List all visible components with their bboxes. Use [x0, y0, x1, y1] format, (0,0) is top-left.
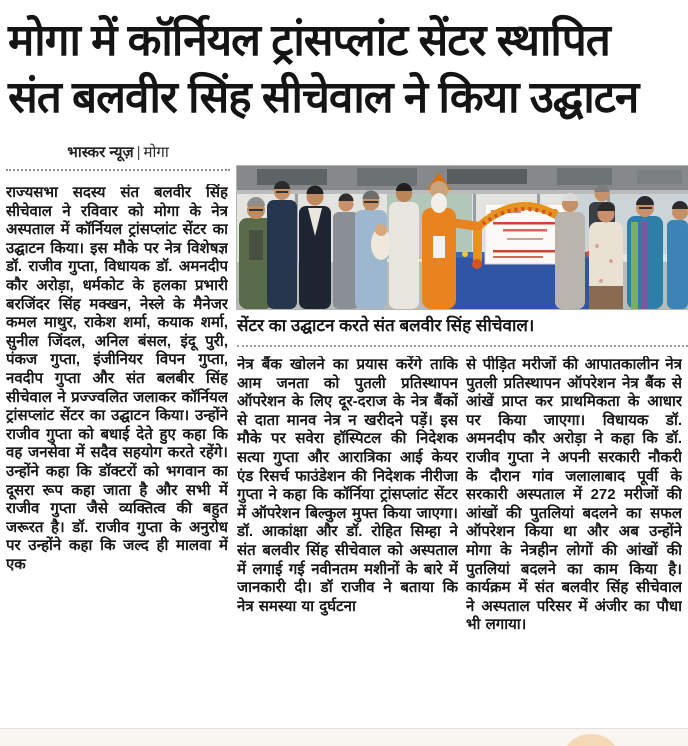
- ceiling: [237, 166, 688, 194]
- byline-location: मोगा: [143, 144, 169, 161]
- headline-line-1: मोगा में कॉर्नियल ट्रांसप्लांट सेंटर स्थापित: [8, 16, 610, 65]
- byline-separator: |: [136, 144, 141, 161]
- photo-illustration: [237, 166, 688, 309]
- article-column-1: राज्यसभा सदस्य संत बलवीर सिंह सीचेवाल ने रविवार को मोगा के नेत्र अस्पताल में कॉर्नियल ट्रांसप्लांट सेंटर का उद्घाटन किया। इस मौके पर नेत्र विशेषज्ञ डॉ. राजीव गुप्ता, विधायक डॉ. अमनदीप कौर अरोड़ा, धर्मकोट के हलका प्रभारी बरजिंदर सिंह मक्खन, नेस्ले के मैनेजर कमल माथुर, राकेश शर्मा, कयाक शर्मा, सुनील जिंदल, अनिल बंसल, इंदू पुरी, पंकज गुप्ता, इंजीनियर विपन गुप्ता, नवदीप गुप्ता और संत बलबीर सिंह सीचेवाल ने प्रज्ज्वलित जलाकर कॉर्नियल ट्रांसप्लांट सेंटर का उद्घाटन किया। उन्होंने राजीव गुप्ता को बधाई देते हुए कहा कि वह जनसेवा में सदैव सहयोग करते रहेंगे। उन्होंने कहा कि डॉक्टरों को भगवान का दूसरा रूप कहा जाता है और सभी में राजीव गुप्ता जैसे व्यक्तित्व की बहुत जरूरत है। डॉ. राजीव गुप्ता के अनुरोध पर उन्होंने कहा कि जल्द ही मालवा में एक: [6, 184, 228, 573]
- article-headline: [8, 12, 684, 126]
- white-beard: [431, 193, 447, 213]
- inauguration-photo: [237, 166, 688, 309]
- article-column-3: से पीड़ित मरीजों की आपातकालीन नेत्र पुतली प्रतिस्थापन ऑपरेशन नेत्र बैंक से आंखें प्राप्त कर प्राथमिकता के आधार पर किया जाएगा। विधायक डॉ. अमनदीप कौर अरोड़ा ने कहा कि डॉ. राजीव गुप्ता ने अपनी सरकारी नौकरी के दौरान गांव जलालाबाद पूर्वी के सरकारी अस्पताल में 272 मरीजों की आंखों की पुतलियां बदलने का सफल ऑपरेशन किया था और अब उन्होंने मोगा के नेत्रहीन लोगों की आंखों की पुतलियां बदलने का काम किया है। कार्यक्रम में संत बलवीर सिंह सीचेवाल ने अस्पताल परिसर में अंजीर का पौधा भी लगाया।: [466, 356, 682, 634]
- article-column-2: नेत्र बैंक खोलने का प्रयास करेंगे ताकि आम जनता को पुतली प्रतिस्थापन ऑपरेशन के लिए दूर-दराज के नेत्र बैंकों से दाता मानव नेत्र न खरीदने पड़ें। इस मौके पर सवेरा हॉस्पिटल की निदेशक सत्या गुप्ता और आरात्रिका आई केयर एंड रिसर्च फाउंडेशन की निदेशक नीरीजा गुप्ता ने कहा कि कॉर्निया ट्रांसप्लांट सेंटर में ऑपरेशन बिल्कुल मुफ्त किया जाएगा। डॉ. आकांक्षा और डॉ. रोहित सिम्हा ने संत बलवीर सिंह सीचेवाल को अस्पताल में लगाई गई नवीनतम मशीनों के बारे में जानकारी दी। डॉ राजीव ने बताया कि नेत्र समस्या या दुर्घटना: [237, 356, 458, 615]
- byline: [6, 142, 230, 171]
- headline-line-2: संत बलवीर सिंह सीचेवाल ने किया उद्घाटन: [8, 73, 639, 122]
- byline-agency: भास्कर न्यूज़: [67, 144, 134, 161]
- photo-caption: सेंटर का उद्घाटन करते संत बलवीर सिंह सीचेवाल।: [237, 313, 688, 347]
